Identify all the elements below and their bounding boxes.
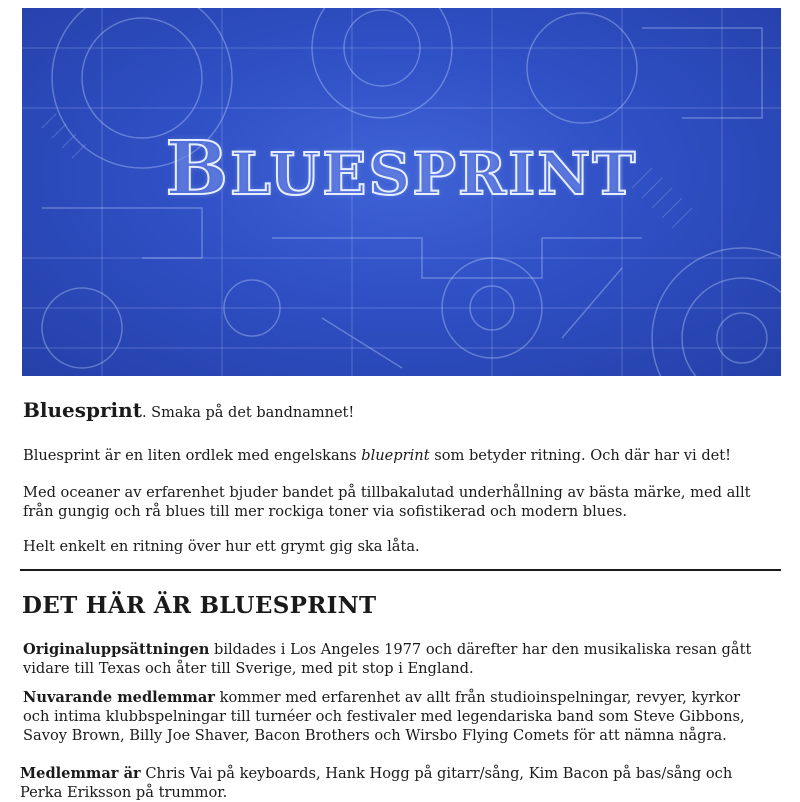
section-paragraph-2: Nuvarande medlemmar kommer med erfarenhet av allt från studioinspelningar, revyer, kyrkor och intima klubbspelningar till turnéer och festivaler med legendariska band som Steve Gibbons, Savoy Brown, Billy Joe Shaver, Bacon Brothers och Wirsbo Flying Comets för att nämna några.	[23, 689, 745, 744]
intro-paragraph-3: Helt enkelt en ritning över hur ett grymt gig ska låta.	[23, 538, 420, 555]
banner-title: BLUESPRINT	[165, 126, 638, 212]
section-divider	[20, 569, 781, 571]
hero-banner	[22, 8, 781, 376]
intro-heading	[23, 398, 354, 422]
intro-paragraph-2: Med oceaner av erfarenhet bjuder bandet på tillbakalutad underhållning av bästa märke, med allt från gungig och rå blues till mer rockiga toner via sofistikerad och modern blues.	[23, 484, 751, 520]
tagline: . Smaka på det bandnamnet!	[141, 405, 355, 421]
brand-name: Bluesprint	[23, 398, 142, 422]
section-paragraph-1: Originaluppsättningen bildades i Los Angeles 1977 och därefter har den musikaliska resan gått vidare till Texas och åter till Sverige, med pit stop i England.	[23, 641, 752, 677]
intro-paragraph-1: Bluesprint är en liten ordlek med engelskans blueprint som betyder ritning. Och där har vi det!	[23, 447, 732, 464]
section-title: DET HÄR ÄR BLUESPRINT	[22, 592, 377, 619]
section-paragraph-3: Medlemmar är Chris Vai på keyboards, Hank Hogg på gitarr/sång, Kim Bacon på bas/sång och Perka Eriksson på trummor.	[20, 765, 733, 801]
